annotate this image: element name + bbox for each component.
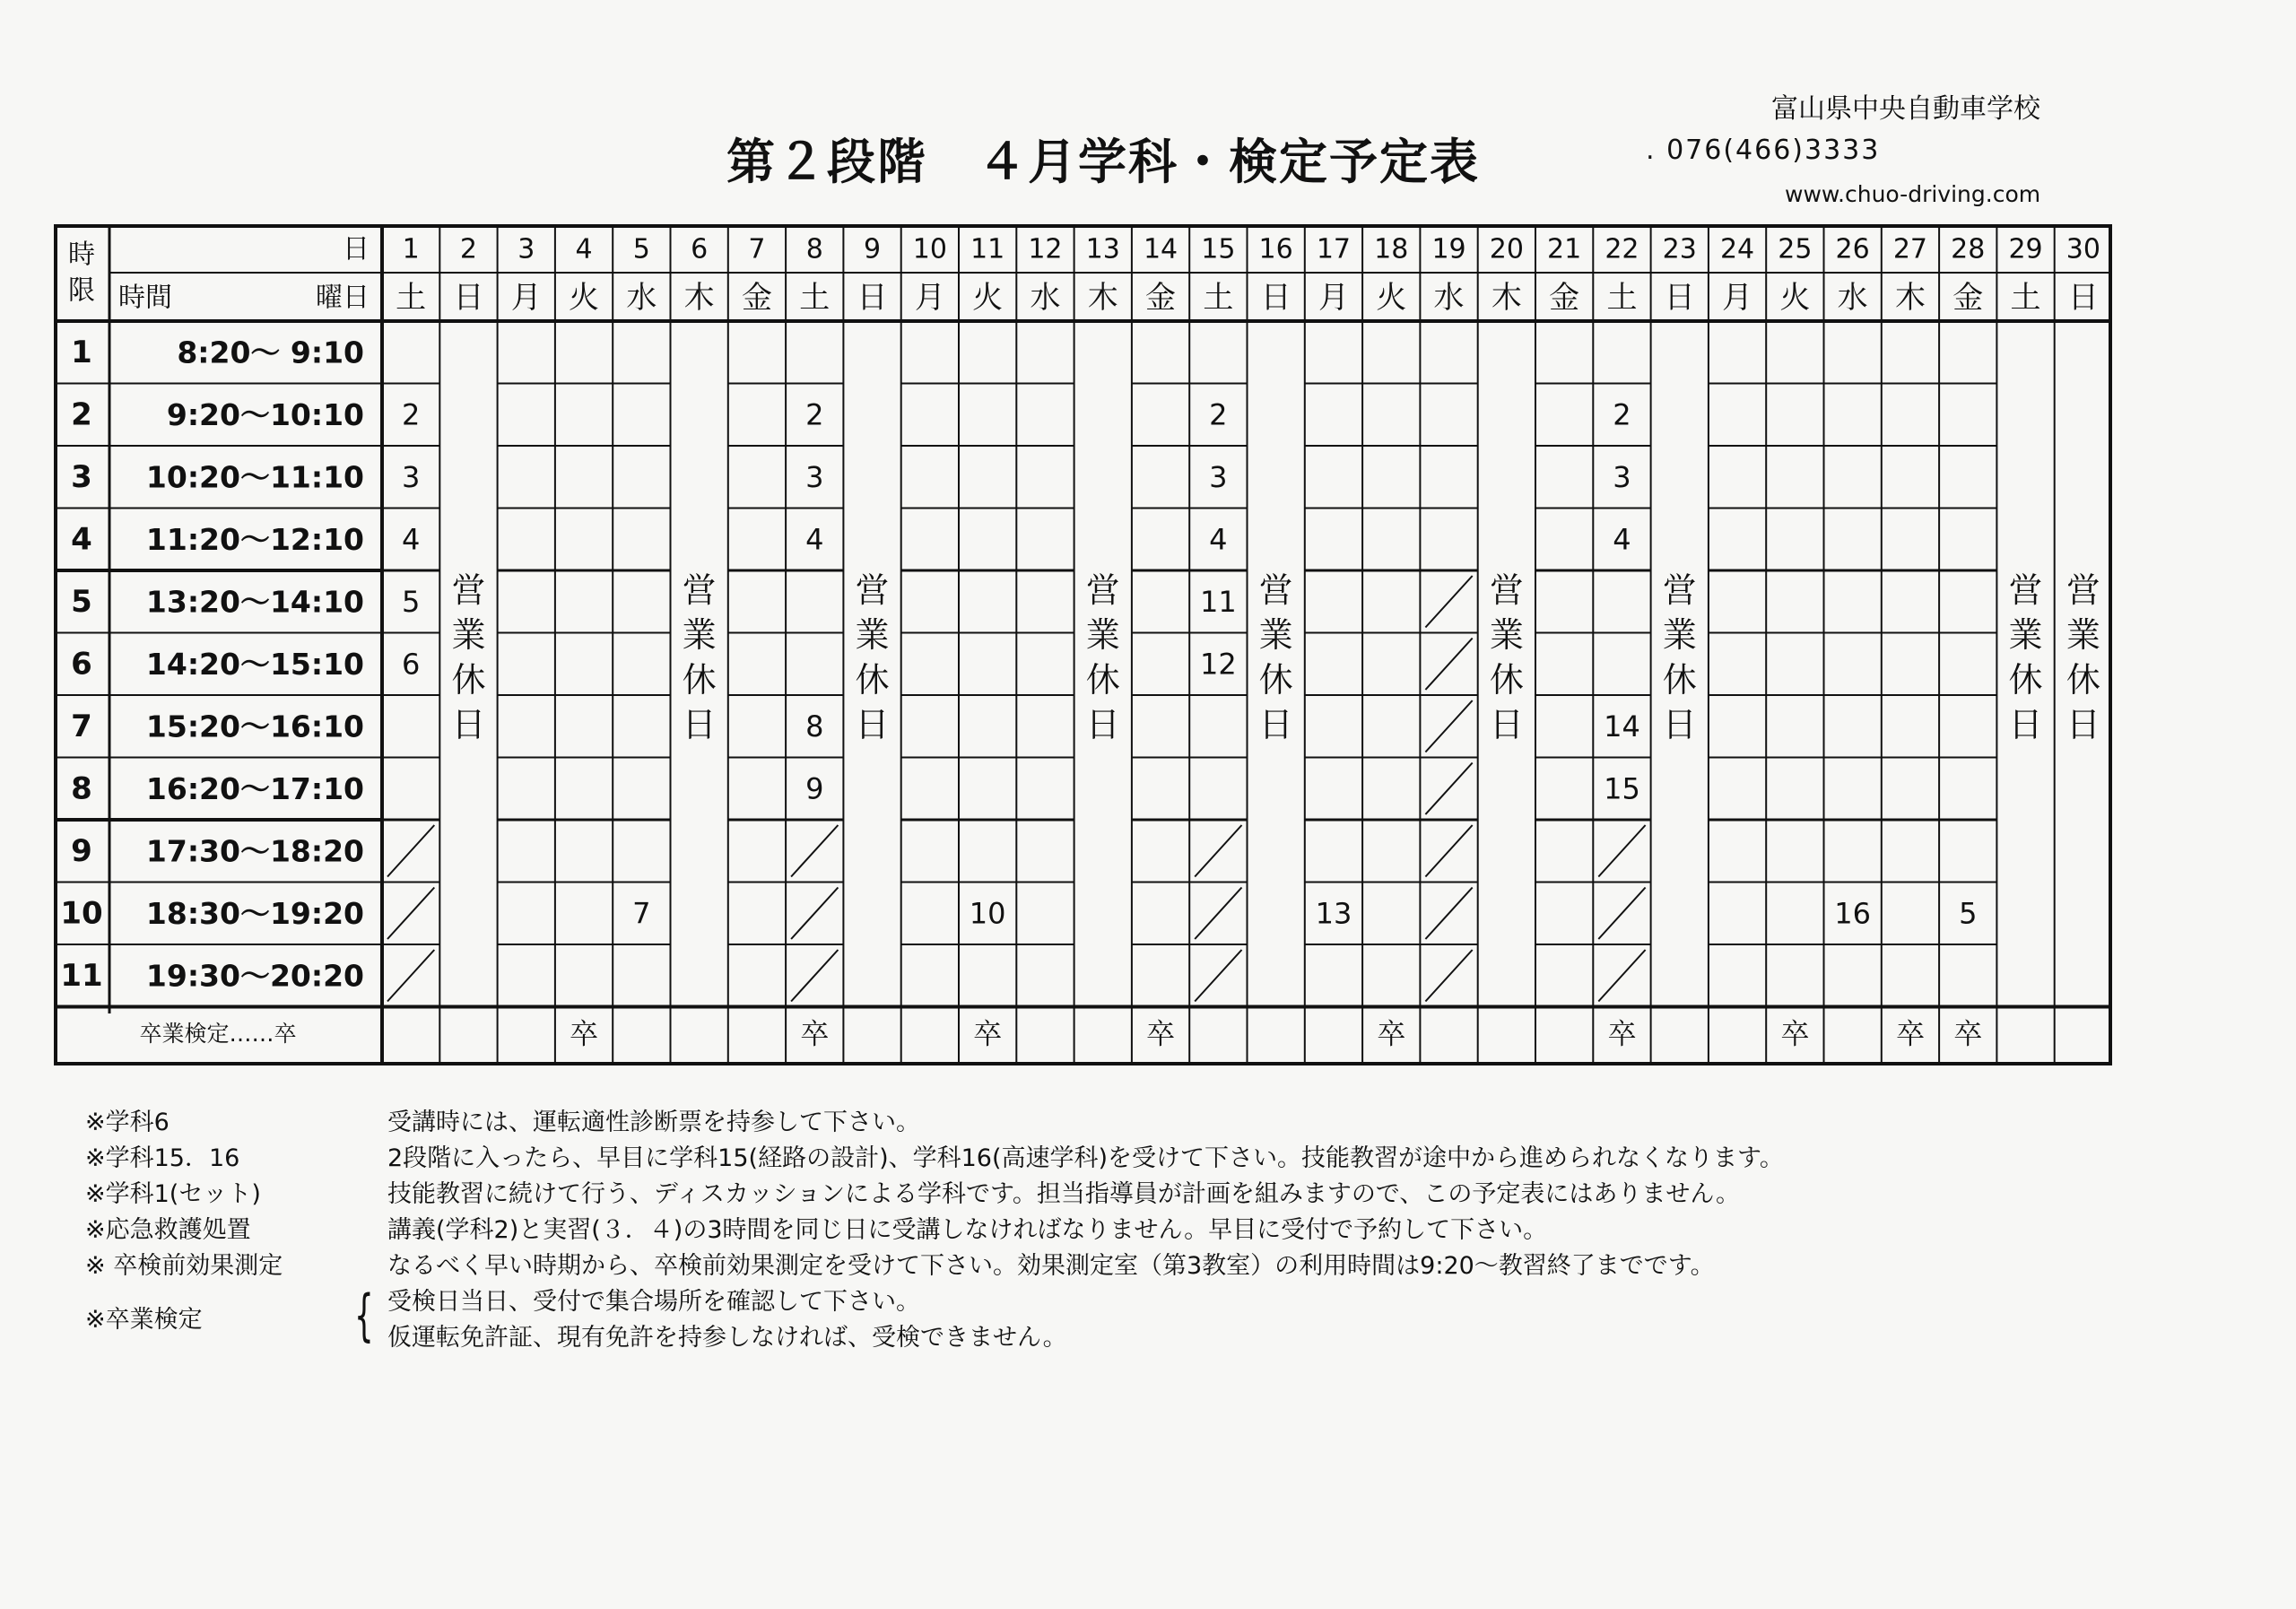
closed-day-label: 日 (1489, 705, 1524, 744)
day-number: 18 (1374, 233, 1409, 265)
class-number: 14 (1604, 709, 1640, 744)
closed-day-label: 日 (1258, 705, 1293, 744)
weekday-label: 木 (683, 280, 715, 316)
day-number: 22 (1605, 233, 1639, 265)
weekday-label: 月 (914, 280, 945, 316)
exam-mark: 卒 (1377, 1016, 1406, 1051)
closed-day-label: 営 (2066, 570, 2100, 610)
day-number: 28 (1951, 233, 1986, 265)
slash-mark (1598, 825, 1645, 877)
weekday-label: 金 (741, 280, 772, 316)
closed-day-label: 日 (2066, 705, 2100, 744)
class-number: 16 (1834, 896, 1872, 931)
class-number: 4 (1613, 522, 1631, 557)
slash-mark (791, 825, 838, 877)
website-url: www.chuo-driving.com (1785, 181, 2041, 207)
weekday-label: 金 (1952, 280, 1984, 316)
class-number: 3 (805, 459, 824, 494)
weekday-label: 水 (626, 280, 657, 316)
weekday-label: 月 (510, 280, 542, 316)
closed-day-label: 日 (1085, 705, 1120, 744)
class-number: 3 (1209, 459, 1228, 494)
class-number: 2 (805, 397, 824, 432)
exam-mark: 卒 (973, 1016, 1003, 1051)
slash-mark (1425, 639, 1472, 691)
weekday-label: 日 (2067, 280, 2099, 316)
class-number: 4 (805, 522, 824, 557)
weekday-label: 水 (1837, 280, 1868, 316)
period-time: 19:30～20:20 (145, 958, 364, 994)
closed-day-label: 業 (682, 615, 717, 655)
period-number: 7 (71, 708, 92, 744)
period-number: 5 (71, 583, 92, 620)
period-time: 14:20～15:10 (145, 646, 364, 682)
day-number: 1 (402, 233, 420, 265)
period-number: 2 (71, 396, 92, 433)
day-number: 25 (1778, 233, 1813, 265)
note-label: ※ 卒検前効果測定 (85, 1252, 283, 1280)
closed-day-label: 日 (2008, 705, 2043, 744)
day-number: 3 (517, 233, 535, 265)
slash-mark (387, 950, 434, 1002)
corner-period-label: 限 (68, 274, 95, 307)
closed-day-label: 業 (451, 615, 486, 655)
weekday-label: 火 (972, 280, 1004, 316)
weekday-label: 木 (1491, 280, 1522, 316)
note-label: ※学科6 (85, 1109, 170, 1136)
note-text: 受検日当日、受付で集合場所を確認して下さい。 (387, 1288, 920, 1316)
period-time: 15:20～16:10 (145, 709, 364, 744)
slash-mark (1195, 888, 1241, 940)
slash-mark (1425, 950, 1472, 1002)
day-number: 4 (575, 233, 593, 265)
note-label: ※学科15．16 (85, 1144, 240, 1172)
closed-day-label: 休 (1489, 660, 1524, 700)
weekday-label: 金 (1549, 280, 1580, 316)
day-number: 19 (1431, 233, 1466, 265)
school-name: 富山県中央自動車学校 (1771, 93, 2040, 125)
day-number: 16 (1258, 233, 1293, 265)
class-number: 9 (805, 771, 824, 806)
day-number: 30 (2066, 233, 2100, 265)
note-text: 2段階に入ったら、早目に学科15(経路の設計)、学科16(高速学科)を受けて下さい。技能教習が途中から進められなくなります。 (387, 1144, 1784, 1172)
closed-day-label: 休 (1085, 660, 1120, 700)
class-number: 2 (1613, 397, 1631, 432)
schedule-table (54, 224, 2117, 1067)
note-text: 講義(学科2)と実習(３．４)の3時間を同じ日に受講しなければなりません。早目に受付で予約して下さい。 (387, 1216, 1548, 1244)
period-number: 3 (71, 458, 92, 495)
class-number: 10 (969, 896, 1006, 931)
exam-row-label: 卒業検定……卒 (139, 1021, 297, 1047)
day-number: 23 (1662, 233, 1697, 265)
closed-day-label: 休 (1258, 660, 1293, 700)
day-number: 9 (864, 233, 882, 265)
corner-day-label: 日 (343, 233, 370, 265)
weekday-label: 火 (1376, 280, 1407, 316)
weekday-label: 日 (1260, 280, 1292, 316)
slash-mark (1425, 825, 1472, 877)
closed-day-label: 休 (2066, 660, 2100, 700)
closed-day-label: 休 (1662, 660, 1697, 700)
note-text: なるべく早い時期から、卒検前効果測定を受けて下さい。効果測定室（第3教室）の利用時間は9:20～教習終了までです。 (387, 1252, 1715, 1280)
closed-day-label: 営 (451, 570, 486, 610)
weekday-label: 水 (1433, 280, 1465, 316)
class-number: 3 (1613, 459, 1631, 494)
period-number: 4 (71, 521, 92, 558)
weekday-label: 土 (799, 280, 831, 316)
page-title: 第２段階 ４月学科・検定予定表 (726, 134, 1480, 190)
note-label: ※応急救護処置 (85, 1216, 251, 1244)
day-number: 21 (1547, 233, 1582, 265)
closed-day-label: 営 (1662, 570, 1697, 610)
closed-day-label: 休 (682, 660, 717, 700)
closed-day-label: 休 (2008, 660, 2043, 700)
day-number: 8 (805, 233, 823, 265)
weekday-label: 土 (1203, 280, 1234, 316)
period-time: 9:20～10:10 (166, 396, 364, 432)
exam-mark: 卒 (1607, 1016, 1637, 1051)
period-time: 10:20～11:10 (145, 459, 364, 495)
day-number: 29 (2008, 233, 2043, 265)
day-number: 20 (1489, 233, 1524, 265)
closed-day-label: 日 (1662, 705, 1697, 744)
day-number: 5 (632, 233, 650, 265)
corner-period-label: 時 (68, 239, 95, 271)
slash-mark (1425, 763, 1472, 815)
exam-mark: 卒 (1953, 1016, 1983, 1051)
closed-day-label: 休 (451, 660, 486, 700)
day-number: 17 (1316, 233, 1352, 265)
class-number: 5 (401, 584, 421, 619)
weekday-label: 金 (1145, 280, 1177, 316)
day-number: 10 (912, 233, 947, 265)
closed-day-label: 営 (682, 570, 717, 610)
day-number: 15 (1201, 233, 1236, 265)
class-number: 3 (401, 459, 421, 494)
weekday-label: 日 (1664, 280, 1695, 316)
class-number: 4 (401, 522, 421, 557)
period-number: 9 (71, 832, 92, 869)
note-label: ※学科1(セット) (85, 1180, 261, 1208)
day-number: 26 (1835, 233, 1870, 265)
class-number: 13 (1315, 896, 1352, 931)
period-number: 1 (71, 334, 92, 370)
closed-day-label: 日 (451, 705, 486, 744)
phone-number: . 076(466)3333 (1646, 135, 1881, 166)
closed-day-label: 日 (682, 705, 717, 744)
class-number: 11 (1199, 584, 1237, 619)
corner-time-label: 時間 (118, 282, 172, 314)
weekday-label: 土 (396, 280, 427, 316)
slash-mark (1195, 825, 1241, 877)
class-number: 7 (632, 896, 651, 931)
closed-day-label: 業 (1085, 615, 1120, 655)
closed-day-label: 営 (1258, 570, 1293, 610)
exam-mark: 卒 (800, 1016, 830, 1051)
day-number: 24 (1719, 233, 1755, 265)
slash-mark (1598, 888, 1645, 940)
closed-day-label: 業 (2066, 615, 2100, 655)
period-number: 8 (71, 770, 92, 807)
exam-mark: 卒 (1895, 1016, 1925, 1051)
weekday-label: 木 (1087, 280, 1118, 316)
note-text: 受講時には、運転適性診断票を持参して下さい。 (387, 1109, 920, 1136)
day-number: 2 (459, 233, 477, 265)
day-number: 6 (691, 233, 709, 265)
slash-mark (387, 888, 434, 940)
class-number: 2 (1209, 397, 1228, 432)
weekday-label: 土 (1606, 280, 1638, 316)
slash-mark (1195, 950, 1241, 1002)
closed-day-label: 業 (855, 615, 890, 655)
slash-mark (387, 825, 434, 877)
class-number: 12 (1199, 647, 1237, 682)
period-number: 11 (60, 957, 103, 994)
note-text: 仮運転免許証、現有免許を持参しなければ、受検できません。 (387, 1324, 1067, 1352)
exam-mark: 卒 (1146, 1016, 1176, 1051)
period-time: 13:20～14:10 (145, 584, 364, 620)
class-number: 8 (805, 709, 824, 744)
slash-mark (1598, 950, 1645, 1002)
period-time: 8:20～ 9:10 (177, 335, 364, 370)
slash-mark (791, 888, 838, 940)
weekday-label: 土 (2010, 280, 2041, 316)
day-number: 27 (1892, 233, 1928, 265)
period-time: 16:20～17:10 (145, 770, 364, 806)
closed-day-label: 営 (855, 570, 890, 610)
slash-mark (1425, 700, 1472, 752)
weekday-label: 火 (1779, 280, 1811, 316)
closed-day-label: 休 (855, 660, 890, 700)
class-number: 5 (1959, 896, 1978, 931)
slash-mark (791, 950, 838, 1002)
closed-day-label: 日 (855, 705, 890, 744)
day-number: 11 (970, 233, 1005, 265)
period-number: 10 (60, 895, 103, 932)
period-time: 11:20～12:10 (145, 521, 364, 557)
closed-day-label: 業 (1662, 615, 1697, 655)
closed-day-label: 業 (1258, 615, 1293, 655)
day-number: 12 (1028, 233, 1063, 265)
closed-day-label: 営 (2008, 570, 2043, 610)
weekday-label: 日 (453, 280, 484, 316)
period-time: 18:30～19:20 (145, 895, 364, 931)
exam-mark: 卒 (1780, 1016, 1810, 1051)
day-number: 7 (748, 233, 766, 265)
exam-mark: 卒 (570, 1016, 599, 1051)
class-number: 2 (401, 397, 421, 432)
brace-icon: { (354, 1283, 374, 1348)
closed-day-label: 営 (1489, 570, 1524, 610)
closed-day-label: 業 (1489, 615, 1524, 655)
weekday-label: 木 (1894, 280, 1926, 316)
weekday-label: 水 (1030, 280, 1061, 316)
slash-mark (1425, 888, 1472, 940)
weekday-label: 月 (1722, 280, 1753, 316)
slash-mark (1425, 576, 1472, 628)
corner-weekday-label: 曜日 (316, 282, 370, 314)
class-number: 15 (1604, 771, 1640, 806)
note-text: 技能教習に続けて行う、ディスカッションによる学科です。担当指導員が計画を組みますので、この予定表にはありません。 (387, 1180, 1740, 1208)
period-time: 17:30～18:20 (145, 833, 364, 869)
class-number: 6 (401, 647, 421, 682)
period-number: 6 (71, 646, 92, 683)
day-number: 13 (1085, 233, 1120, 265)
weekday-label: 火 (569, 280, 600, 316)
note-label: ※卒業検定 (85, 1306, 203, 1334)
class-number: 4 (1209, 522, 1228, 557)
day-number: 14 (1143, 233, 1178, 265)
closed-day-label: 営 (1085, 570, 1120, 610)
weekday-label: 月 (1318, 280, 1349, 316)
weekday-label: 日 (857, 280, 888, 316)
closed-day-label: 業 (2008, 615, 2043, 655)
